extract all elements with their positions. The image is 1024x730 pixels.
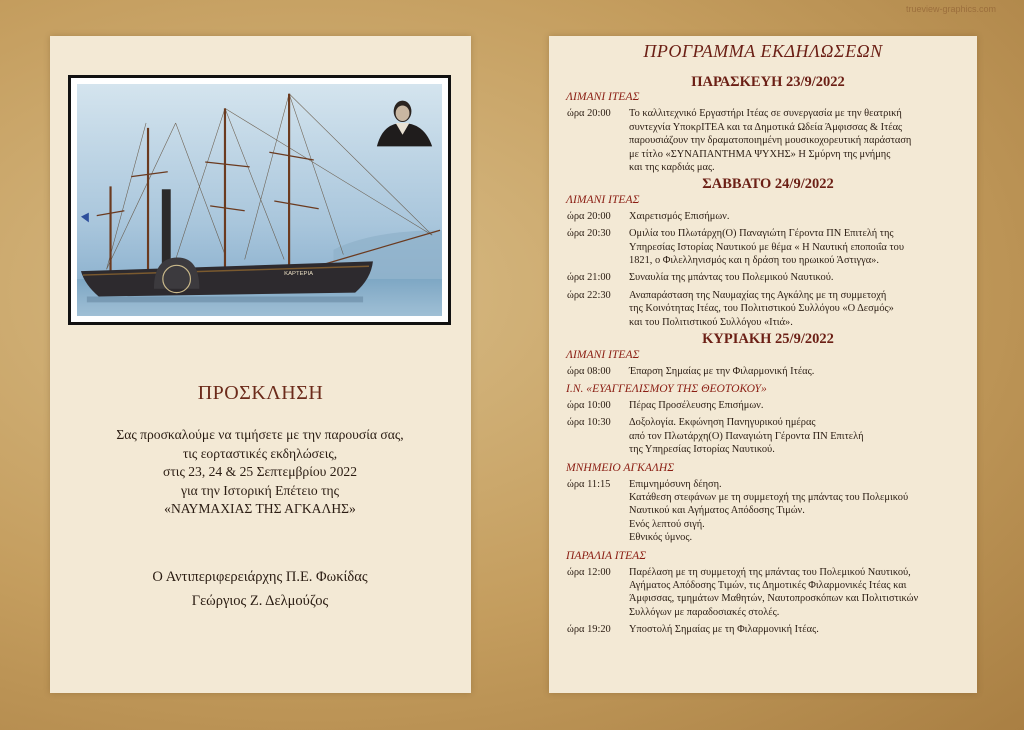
event-line: της Κοινότητας Ιτέας, του Πολιτιστικού Συλλόγου «Ο Δεσμός» [629,303,894,315]
location-heading: ΛΙΜΑΝΙ ΙΤΕΑΣ [566,347,640,361]
event-line: και του Πολιτιστικού Συλλόγου «Ιτιά». [629,316,793,328]
invitation-title: ΠΡΟΣΚΛΗΣΗ [197,382,324,404]
event-line: Πέρας Προσέλευσης Επισήμων. [629,399,764,411]
event-description [629,210,970,223]
event-time: ώρα 22:30 [567,289,611,301]
invitation-text [70,426,450,519]
signature-block [70,565,450,613]
invitation-panel [50,36,471,693]
event-line: συντεχνία ΥποκρΙΤΕΑ και τα Δημοτικά Ωδεία Άμφισσας & Ιτέας [629,121,903,133]
event-line: Άμφισσας, τμημάτων Μαθητών, Ναυτοπροσκόπων και Πολιτιστικών [629,593,919,605]
event-description [629,227,970,267]
event-line: 1821, ο Φιλελληνισμός και η δράση του ηρωικού Άστιγγα». [629,255,879,267]
day-heading: ΣΑΒΒΑΤΟ 24/9/2022 [702,176,834,193]
event-line: και της καρδιάς μας. [629,162,715,174]
event-line: Συλλόγων με παραδοσιακές στολές. [629,606,780,618]
event-time: ώρα 08:00 [567,365,611,377]
event-time: ώρα 20:00 [567,210,611,222]
event-line: Συναυλία της μπάντας του Πολεμικού Ναυτικού. [629,272,834,284]
event-time: ώρα 11:15 [567,478,611,490]
event-description [629,399,970,412]
event-line: Υποστολή Σημαίας με τη Φιλαρμονική Ιτέας. [629,624,819,636]
event-time: ώρα 21:00 [567,272,611,284]
program-schedule [566,76,970,641]
event-line: Επιμνημόσυνη δέηση. [629,478,722,490]
event-line: παρουσιάζουν την δραματοποιημένη μουσικοχορευτική παράσταση [629,135,912,147]
event-line: Αγήματος Απόδοσης Τιμών, τις Δημοτικές Φιλαρμονικές Ιτέας και [629,579,907,591]
event-line: Χαιρετισμός Επισήμων. [629,210,730,222]
event-time: ώρα 10:00 [567,399,611,411]
event-line: Εθνικός ύμνος. [629,532,693,544]
event-line: της Υπηρεσίας Ιστορίας Ναυτικού. [629,444,775,456]
event-description [629,365,970,378]
event-time: ώρα 10:30 [567,417,611,429]
event-line: Κατάθεση στεφάνων με τη συμμετοχή της μπάντας του Πολεμικού [629,491,909,503]
event-row [566,365,970,378]
event-row [566,566,970,620]
event-row [566,478,970,545]
signer-title: Ο Αντιπεριφερειάρχης Π.Ε. Φωκίδας [152,569,368,585]
event-description [629,416,970,456]
event-time: ώρα 19:20 [567,624,611,636]
ship-illustration [77,84,442,316]
signer-name: Γεώργιος Ζ. Δελμούζος [191,593,329,609]
invitation-line: «ΝΑΥΜΑΧΙΑΣ ΤΗΣ ΑΓΚΑΛΗΣ» [164,501,356,516]
location-heading: ΛΙΜΑΝΙ ΙΤΕΑΣ [566,90,640,104]
event-row [566,289,970,329]
event-description [629,289,970,329]
event-line: με τίτλο «ΣΥΝΑΠΑΝΤΗΜΑ ΨΥΧΗΣ» Η Σμύρνη της μνήμης [629,148,891,160]
event-time: ώρα 12:00 [567,566,611,578]
location-heading: ΠΑΡΑΛΙΑ ΙΤΕΑΣ [566,548,647,562]
event-line: από τον Πλωτάρχη(Ο) Παναγιώτη Γέροντα ΠΝ Επιτελή [629,430,864,442]
event-row [566,416,970,456]
event-line: Ομιλία του Πλωτάρχη(Ο) Παναγιώτη Γέροντα ΠΝ Επιτελή της [629,228,894,240]
event-line: Το καλλιτεχνικό Εργαστήρι Ιτέας σε συνεργασία με την θεατρική [629,108,902,120]
event-line: Παρέλαση με τη συμμετοχή της μπάντας του Πολεμικού Ναυτικού, [629,566,911,578]
location-heading: ΜΝΗΜΕΙΟ ΑΓΚΑΛΗΣ [566,460,675,474]
event-description [629,566,970,620]
ship-painting [68,75,451,325]
event-line: Δοξολογία. Εκφώνηση Πανηγυρικού ημέρας [629,417,816,429]
event-line: Ενός λεπτού σιγή. [629,518,705,530]
event-line: Έπαρση Σημαίας με την Φιλαρμονική Ιτέας. [629,365,815,377]
invitation-line: Σας προσκαλούμε να τιμήσετε με την παρουσία σας, [116,427,404,442]
invitation-line: στις 23, 24 & 25 Σεπτεμβρίου 2022 [163,464,357,479]
event-row [566,271,970,284]
event-line: Υπηρεσίας Ιστορίας Ναυτικού με θέμα « Η Ναυτική εποποιΐα του [629,241,904,253]
event-row [566,227,970,267]
event-description [629,107,970,174]
event-time: ώρα 20:00 [567,108,611,120]
event-row [566,107,970,174]
location-heading: ΛΙΜΑΝΙ ΙΤΕΑΣ [566,192,640,206]
event-description [629,271,970,284]
program-panel [549,36,977,693]
watermark-text: trueview-graphics.com [905,4,996,14]
event-line: Αναπαράσταση της Ναυμαχίας της Αγκάλης με τη συμμετοχή [629,289,887,301]
day-heading: ΚΥΡΙΑΚΗ 25/9/2022 [702,331,834,348]
program-title: ΠΡΟΓΡΑΜΜΑ ΕΚΔΗΛΩΣΕΩΝ [643,41,883,61]
event-time: ώρα 20:30 [567,228,611,240]
invitation-line: τις εορταστικές εκδηλώσεις, [182,445,338,461]
invitation-line: για την Ιστορική Επέτειο της [180,482,340,498]
location-heading: Ι.Ν. «ΕΥΑΓΓΕΛΙΣΜΟΥ ΤΗΣ ΘΕΟΤΟΚΟΥ» [566,381,767,395]
event-row [566,399,970,412]
event-description [629,623,970,636]
event-row [566,623,970,636]
ship-name-label: ΚΑΡΤΕΡΙΑ [284,271,314,278]
event-row [566,210,970,223]
event-line: Ναυτικού και Αγήματος Απόδοσης Τιμών. [629,505,805,517]
day-heading: ΠΑΡΑΣΚΕΥΗ 23/9/2022 [691,74,845,90]
event-description [629,478,970,545]
